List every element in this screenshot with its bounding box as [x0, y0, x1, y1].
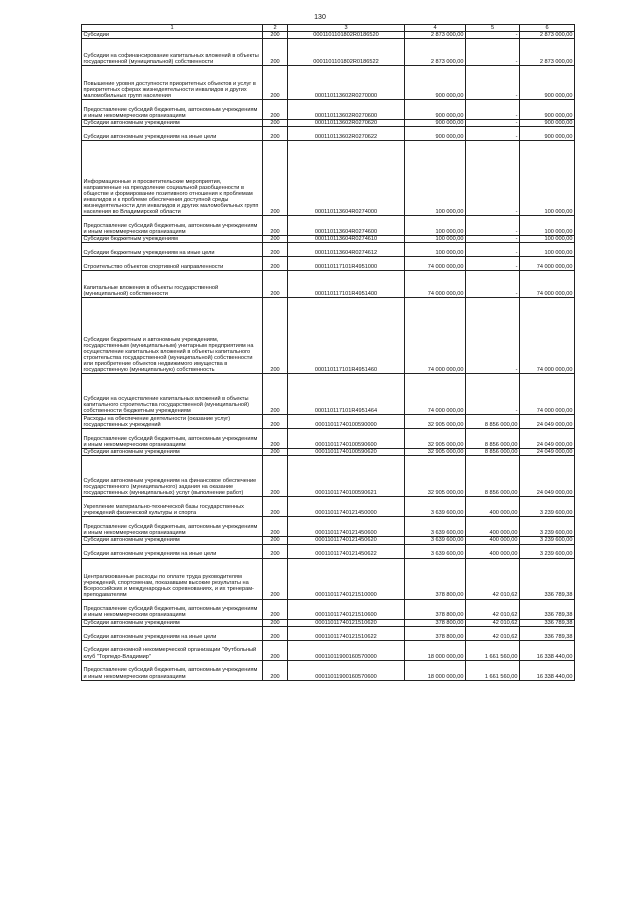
row-total-cell: 3 239 600,00 [520, 544, 575, 558]
table-row [82, 619, 575, 626]
row-name-cell: Предоставление субсидий бюджетным, автономным учреждениям и иным некоммерческим организациям [82, 517, 263, 537]
row-name-cell: Субсидии бюджетным и автономным учреждениям, государственным (муниципальным) унитарным предприятиям на осуществление капитальных вложений в объекты капитального строительства государственной (муниципальной) собственности или приобретение объектов недвижимого имущества в государственную (муниципальную) собственность [82, 298, 263, 374]
row-name-cell: Субсидии автономным учреждениям на иные цели [82, 626, 263, 640]
row-grbs-cell: 200 [263, 374, 288, 415]
row-code-cell: 00011011740121510622 [288, 626, 405, 640]
row-change-cell: 8 856 000,00 [466, 456, 520, 497]
row-approved-cell: 100 000,00 [405, 216, 466, 236]
row-change-cell: - [466, 271, 520, 298]
row-grbs-cell: 200 [263, 100, 288, 120]
row-grbs-cell: 200 [263, 497, 288, 517]
row-name-cell: Субсидии на осуществление капитальных вложений в объекты капитального строительства государственной (муниципальной) собственности бюджетным учреждениям [82, 374, 263, 415]
table-row [82, 544, 575, 558]
row-grbs-cell: 200 [263, 640, 288, 660]
row-total-cell: 900 000,00 [520, 66, 575, 100]
table-row [82, 120, 575, 127]
row-approved-cell: 378 800,00 [405, 599, 466, 619]
column-header: 2 [263, 25, 288, 32]
row-total-cell: 336 789,38 [520, 619, 575, 626]
row-change-cell: 8 856 000,00 [466, 429, 520, 449]
row-code-cell: 000110113602R0270000 [288, 66, 405, 100]
column-header: 6 [520, 25, 575, 32]
row-approved-cell: 18 000 000,00 [405, 660, 466, 680]
row-code-cell: 000110117101R4951464 [288, 374, 405, 415]
row-change-cell: - [466, 66, 520, 100]
row-name-cell: Субсидии автономным учреждениям [82, 449, 263, 456]
row-name-cell: Предоставление субсидий бюджетным, автономным учреждениям и иным некоммерческим организациям [82, 660, 263, 680]
table-row [82, 236, 575, 243]
table-row [82, 497, 575, 517]
row-code-cell: 00011011740121450622 [288, 544, 405, 558]
row-grbs-cell: 200 [263, 32, 288, 39]
row-code-cell: 000110117101R4951400 [288, 271, 405, 298]
row-total-cell: 100 000,00 [520, 236, 575, 243]
row-approved-cell: 3 639 600,00 [405, 497, 466, 517]
row-approved-cell: 32 905 000,00 [405, 456, 466, 497]
table-row [82, 537, 575, 544]
row-code-cell: 00011011900160570600 [288, 660, 405, 680]
row-total-cell: 74 000 000,00 [520, 374, 575, 415]
row-change-cell: 8 856 000,00 [466, 415, 520, 429]
table-row [82, 32, 575, 39]
row-grbs-cell: 200 [263, 298, 288, 374]
row-grbs-cell: 200 [263, 216, 288, 236]
row-name-cell: Укрепление материально-технической базы государственных учреждений физической культуры и спорта [82, 497, 263, 517]
table-row [82, 626, 575, 640]
row-code-cell: 0001101101802R0186520 [288, 32, 405, 39]
row-approved-cell: 18 000 000,00 [405, 640, 466, 660]
budget-table [81, 24, 575, 681]
row-name-cell: Предоставление субсидий бюджетным, автономным учреждениям и иным некоммерческим организациям [82, 100, 263, 120]
row-approved-cell: 378 800,00 [405, 626, 466, 640]
row-grbs-cell: 200 [263, 537, 288, 544]
row-approved-cell: 32 905 000,00 [405, 449, 466, 456]
row-total-cell: 900 000,00 [520, 127, 575, 141]
row-total-cell: 16 338 440,00 [520, 640, 575, 660]
row-code-cell: 00011011740121510620 [288, 619, 405, 626]
row-change-cell: - [466, 243, 520, 257]
row-name-cell: Информационные и просветительские мероприятия, направленные на преодоление социальной разобщенности в обществе и формирование позитивного отношения к проблемам инвалидов и к проблеме обеспечения доступной среды жизнедеятельности для инвалидов и других маломобильных групп населения во Владимирской области [82, 141, 263, 216]
row-grbs-cell: 200 [263, 415, 288, 429]
row-approved-cell: 3 639 600,00 [405, 537, 466, 544]
row-code-cell: 000110113604R0274000 [288, 141, 405, 216]
row-grbs-cell: 200 [263, 257, 288, 271]
row-change-cell: - [466, 39, 520, 66]
row-name-cell: Субсидии автономным учреждениям [82, 619, 263, 626]
row-code-cell: 000110113604R0274612 [288, 243, 405, 257]
row-grbs-cell: 200 [263, 39, 288, 66]
page-number: 130 [314, 14, 326, 21]
row-change-cell: 1 661 560,00 [466, 660, 520, 680]
row-code-cell: 00011011740100590621 [288, 456, 405, 497]
row-name-cell: Субсидии автономным учреждениям [82, 537, 263, 544]
row-name-cell: Субсидии автономным учреждениям [82, 120, 263, 127]
table-row [82, 449, 575, 456]
row-total-cell: 336 789,38 [520, 599, 575, 619]
table-row [82, 374, 575, 415]
row-total-cell: 2 873 000,00 [520, 32, 575, 39]
row-change-cell: 1 661 560,00 [466, 640, 520, 660]
row-approved-cell: 378 800,00 [405, 558, 466, 599]
row-approved-cell: 2 873 000,00 [405, 32, 466, 39]
table-row [82, 100, 575, 120]
row-change-cell: - [466, 298, 520, 374]
row-change-cell: 400 000,00 [466, 497, 520, 517]
row-change-cell: - [466, 127, 520, 141]
table-row [82, 517, 575, 537]
row-grbs-cell: 200 [263, 120, 288, 127]
row-change-cell: - [466, 32, 520, 39]
row-total-cell: 74 000 000,00 [520, 298, 575, 374]
row-name-cell: Расходы на обеспечение деятельности (оказание услуг) государственных учреждений [82, 415, 263, 429]
row-approved-cell: 74 000 000,00 [405, 298, 466, 374]
row-total-cell: 24 049 000,00 [520, 456, 575, 497]
row-name-cell: Субсидии автономным учреждениям на финансовое обеспечение государственного (муниципального) задания на оказание государственных (муниципальных) услуг (выполнение работ) [82, 456, 263, 497]
row-code-cell: 000110113602R0270622 [288, 127, 405, 141]
table-row [82, 298, 575, 374]
row-change-cell: 42 010,62 [466, 626, 520, 640]
row-change-cell: - [466, 120, 520, 127]
table-row [82, 558, 575, 599]
row-grbs-cell: 200 [263, 558, 288, 599]
table-row [82, 141, 575, 216]
row-code-cell: 000110117101R4951000 [288, 257, 405, 271]
row-change-cell: 8 856 000,00 [466, 449, 520, 456]
row-name-cell: Субсидии автономной некоммерческой организации "Футбольный клуб "Торпедо-Владимир" [82, 640, 263, 660]
table-row [82, 66, 575, 100]
row-total-cell: 100 000,00 [520, 216, 575, 236]
row-approved-cell: 74 000 000,00 [405, 271, 466, 298]
row-total-cell: 3 239 600,00 [520, 537, 575, 544]
row-code-cell: 00011011740121450000 [288, 497, 405, 517]
row-change-cell: - [466, 374, 520, 415]
row-code-cell: 000110117101R4951460 [288, 298, 405, 374]
row-name-cell: Строительство объектов спортивной направленности [82, 257, 263, 271]
row-approved-cell: 32 905 000,00 [405, 429, 466, 449]
row-name-cell: Повышение уровня доступности приоритетных объектов и услуг в приоритетных сферах жизнедеятельности инвалидов и других маломобильных групп населения [82, 66, 263, 100]
row-code-cell: 00011011900160570000 [288, 640, 405, 660]
row-name-cell: Субсидии автономным учреждениям на иные цели [82, 127, 263, 141]
row-approved-cell: 100 000,00 [405, 243, 466, 257]
row-name-cell: Капитальные вложения в объекты государственной (муниципальной) собственности [82, 271, 263, 298]
row-approved-cell: 900 000,00 [405, 127, 466, 141]
row-total-cell: 336 789,38 [520, 558, 575, 599]
row-change-cell: - [466, 216, 520, 236]
table-row [82, 599, 575, 619]
row-total-cell: 336 789,38 [520, 626, 575, 640]
row-change-cell: - [466, 257, 520, 271]
table-row [82, 216, 575, 236]
row-approved-cell: 900 000,00 [405, 120, 466, 127]
table-row [82, 243, 575, 257]
row-total-cell: 2 873 000,00 [520, 39, 575, 66]
row-change-cell: 400 000,00 [466, 544, 520, 558]
table-row [82, 127, 575, 141]
row-total-cell: 74 000 000,00 [520, 257, 575, 271]
table-row [82, 257, 575, 271]
row-code-cell: 000110113602R0270620 [288, 120, 405, 127]
row-approved-cell: 2 873 000,00 [405, 39, 466, 66]
row-change-cell: 42 010,62 [466, 619, 520, 626]
row-total-cell: 16 338 440,00 [520, 660, 575, 680]
row-approved-cell: 100 000,00 [405, 236, 466, 243]
row-grbs-cell: 200 [263, 599, 288, 619]
table-row [82, 640, 575, 660]
row-name-cell: Субсидии [82, 32, 263, 39]
row-approved-cell: 900 000,00 [405, 100, 466, 120]
row-grbs-cell: 200 [263, 449, 288, 456]
row-total-cell: 24 049 000,00 [520, 429, 575, 449]
row-change-cell: 42 010,62 [466, 599, 520, 619]
row-code-cell: 00011011740121450600 [288, 517, 405, 537]
row-code-cell: 000110113602R0270600 [288, 100, 405, 120]
row-approved-cell: 32 905 000,00 [405, 415, 466, 429]
row-name-cell: Субсидии бюджетным учреждениям [82, 236, 263, 243]
column-header: 1 [82, 25, 263, 32]
row-grbs-cell: 200 [263, 141, 288, 216]
row-total-cell: 3 239 600,00 [520, 497, 575, 517]
row-code-cell: 00011011740121510600 [288, 599, 405, 619]
column-header: 5 [466, 25, 520, 32]
row-approved-cell: 74 000 000,00 [405, 257, 466, 271]
row-approved-cell: 74 000 000,00 [405, 374, 466, 415]
row-approved-cell: 3 639 600,00 [405, 517, 466, 537]
row-change-cell: - [466, 100, 520, 120]
row-approved-cell: 378 800,00 [405, 619, 466, 626]
row-name-cell: Субсидии автономным учреждениям на иные цели [82, 544, 263, 558]
row-change-cell: - [466, 141, 520, 216]
row-grbs-cell: 200 [263, 236, 288, 243]
table-row [82, 271, 575, 298]
row-grbs-cell: 200 [263, 544, 288, 558]
row-grbs-cell: 200 [263, 619, 288, 626]
row-total-cell: 74 000 000,00 [520, 271, 575, 298]
row-code-cell: 000110113604R0274610 [288, 236, 405, 243]
row-code-cell: 00011011740121450620 [288, 537, 405, 544]
row-code-cell: 00011011740100590000 [288, 415, 405, 429]
row-code-cell: 00011011740100590600 [288, 429, 405, 449]
row-grbs-cell: 200 [263, 243, 288, 257]
row-grbs-cell: 200 [263, 429, 288, 449]
row-total-cell: 100 000,00 [520, 243, 575, 257]
row-approved-cell: 100 000,00 [405, 141, 466, 216]
table-row [82, 429, 575, 449]
row-name-cell: Предоставление субсидий бюджетным, автономным учреждениям и иным некоммерческим организациям [82, 216, 263, 236]
column-header: 3 [288, 25, 405, 32]
table-row [82, 456, 575, 497]
row-code-cell: 0001101101802R0186522 [288, 39, 405, 66]
row-total-cell: 900 000,00 [520, 100, 575, 120]
row-change-cell: 42 010,62 [466, 558, 520, 599]
table-row [82, 39, 575, 66]
row-code-cell: 00011011740121510000 [288, 558, 405, 599]
row-grbs-cell: 200 [263, 127, 288, 141]
row-code-cell: 00011011740100590620 [288, 449, 405, 456]
row-change-cell: 400 000,00 [466, 517, 520, 537]
row-total-cell: 100 000,00 [520, 141, 575, 216]
row-name-cell: Централизованные расходы по оплате труда руководителям учреждений, спортсменам, показавшим высокие результаты на Всероссийских и международных соревнованиях, и их тренерам-преподавателям [82, 558, 263, 599]
row-grbs-cell: 200 [263, 660, 288, 680]
row-approved-cell: 3 639 600,00 [405, 544, 466, 558]
row-approved-cell: 900 000,00 [405, 66, 466, 100]
row-name-cell: Субсидии бюджетным учреждениям на иные цели [82, 243, 263, 257]
table-header-row [82, 25, 575, 32]
row-total-cell: 24 049 000,00 [520, 449, 575, 456]
table-row [82, 660, 575, 680]
row-grbs-cell: 200 [263, 66, 288, 100]
table-row [82, 415, 575, 429]
row-name-cell: Предоставление субсидий бюджетным, автономным учреждениям и иным некоммерческим организациям [82, 429, 263, 449]
row-name-cell: Субсидии на софинансирование капитальных вложений в объекты государственной (муниципальной) собственности [82, 39, 263, 66]
row-total-cell: 900 000,00 [520, 120, 575, 127]
row-grbs-cell: 200 [263, 271, 288, 298]
row-change-cell: 400 000,00 [466, 537, 520, 544]
column-header: 4 [405, 25, 466, 32]
row-code-cell: 000110113604R0274600 [288, 216, 405, 236]
row-grbs-cell: 200 [263, 456, 288, 497]
row-grbs-cell: 200 [263, 517, 288, 537]
row-change-cell: - [466, 236, 520, 243]
row-total-cell: 24 049 000,00 [520, 415, 575, 429]
row-name-cell: Предоставление субсидий бюджетным, автономным учреждениям и иным некоммерческим организациям [82, 599, 263, 619]
row-grbs-cell: 200 [263, 626, 288, 640]
row-total-cell: 3 239 600,00 [520, 517, 575, 537]
